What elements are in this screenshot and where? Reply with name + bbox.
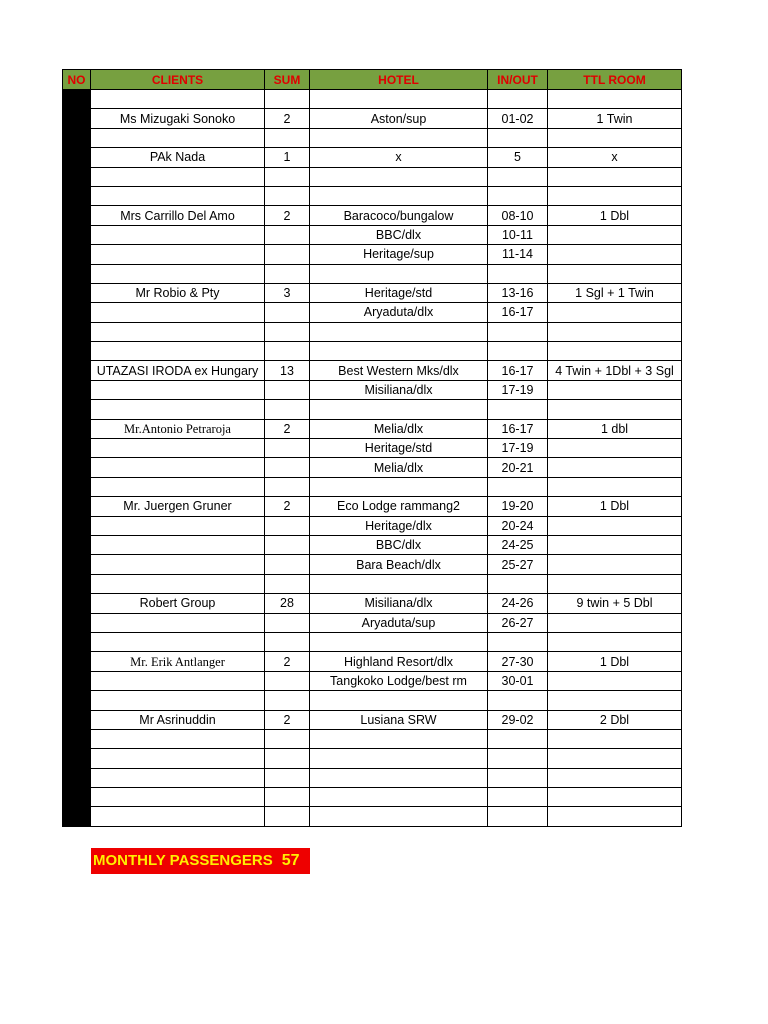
cell-no — [63, 671, 91, 690]
cell-sum — [265, 400, 310, 419]
cell-ttl-room: 2 Dbl — [548, 710, 682, 729]
cell-client — [91, 245, 265, 264]
table-row — [63, 652, 682, 671]
header-row — [63, 70, 682, 90]
cell-client — [91, 807, 265, 826]
cell-hotel — [310, 729, 488, 748]
cell-hotel: Heritage/std — [310, 439, 488, 458]
cell-no — [63, 788, 91, 807]
cell-no — [63, 632, 91, 651]
table-row — [63, 807, 682, 826]
cell-client — [91, 691, 265, 710]
cell-client: Mr. Erik Antlanger — [91, 652, 265, 671]
cell-hotel — [310, 691, 488, 710]
cell-client: PAk Nada — [91, 148, 265, 167]
cell-hotel: BBC/dlx — [310, 535, 488, 554]
cell-client — [91, 613, 265, 632]
cell-sum — [265, 691, 310, 710]
cell-inout: 11-14 — [488, 245, 548, 264]
cell-ttl-room — [548, 691, 682, 710]
cell-ttl-room: 1 Dbl — [548, 206, 682, 225]
monthly-passengers-label: MONTHLY PASSENGERS — [93, 852, 273, 869]
table-row — [63, 148, 682, 167]
cell-hotel: x — [310, 148, 488, 167]
cell-client — [91, 225, 265, 244]
cell-hotel — [310, 342, 488, 361]
cell-hotel: Aston/sup — [310, 109, 488, 128]
cell-no — [63, 729, 91, 748]
cell-no — [63, 613, 91, 632]
cell-client — [91, 671, 265, 690]
table-row — [63, 710, 682, 729]
cell-inout: 13-16 — [488, 283, 548, 302]
cell-sum — [265, 439, 310, 458]
cell-hotel: Heritage/std — [310, 283, 488, 302]
cell-client — [91, 167, 265, 186]
cell-no — [63, 128, 91, 147]
cell-ttl-room: 1 Twin — [548, 109, 682, 128]
cell-ttl-room — [548, 768, 682, 787]
cell-sum — [265, 342, 310, 361]
cell-sum — [265, 807, 310, 826]
cell-client — [91, 380, 265, 399]
table-row — [63, 535, 682, 554]
cell-inout: 08-10 — [488, 206, 548, 225]
monthly-passengers-total: 57 — [281, 852, 300, 869]
cell-ttl-room: 1 Sgl + 1 Twin — [548, 283, 682, 302]
cell-no — [63, 574, 91, 593]
cell-sum: 2 — [265, 652, 310, 671]
cell-hotel: Melia/dlx — [310, 419, 488, 438]
cell-no — [63, 264, 91, 283]
cell-inout: 16-17 — [488, 419, 548, 438]
cell-ttl-room — [548, 322, 682, 341]
cell-sum — [265, 671, 310, 690]
cell-no — [63, 322, 91, 341]
cell-ttl-room — [548, 477, 682, 496]
cell-ttl-room — [548, 574, 682, 593]
cell-no — [63, 691, 91, 710]
cell-sum — [265, 322, 310, 341]
table-row — [63, 458, 682, 477]
cell-inout: 16-17 — [488, 303, 548, 322]
cell-inout: 10-11 — [488, 225, 548, 244]
cell-no — [63, 342, 91, 361]
cell-ttl-room — [548, 458, 682, 477]
booking-table — [62, 69, 682, 827]
cell-sum — [265, 729, 310, 748]
cell-client — [91, 477, 265, 496]
cell-client — [91, 439, 265, 458]
cell-ttl-room: 9 twin + 5 Dbl — [548, 594, 682, 613]
cell-client — [91, 303, 265, 322]
cell-no — [63, 109, 91, 128]
header-no: NO — [63, 70, 91, 90]
cell-ttl-room — [548, 613, 682, 632]
cell-client — [91, 186, 265, 205]
cell-no — [63, 303, 91, 322]
cell-client — [91, 264, 265, 283]
cell-inout: 30-01 — [488, 671, 548, 690]
header-clients: CLIENTS — [91, 70, 265, 90]
table-row — [63, 768, 682, 787]
cell-inout — [488, 574, 548, 593]
cell-inout — [488, 632, 548, 651]
cell-hotel: Eco Lodge rammang2 — [310, 497, 488, 516]
cell-no — [63, 516, 91, 535]
cell-ttl-room — [548, 128, 682, 147]
cell-no — [63, 245, 91, 264]
cell-inout — [488, 788, 548, 807]
cell-sum — [265, 768, 310, 787]
header-sum: SUM — [265, 70, 310, 90]
cell-sum: 2 — [265, 109, 310, 128]
cell-inout — [488, 128, 548, 147]
table-row — [63, 167, 682, 186]
cell-hotel: Aryaduta/dlx — [310, 303, 488, 322]
cell-no — [63, 439, 91, 458]
cell-sum — [265, 458, 310, 477]
cell-client: Ms Mizugaki Sonoko — [91, 109, 265, 128]
cell-ttl-room — [548, 749, 682, 768]
cell-no — [63, 768, 91, 787]
table-row — [63, 109, 682, 128]
cell-hotel — [310, 264, 488, 283]
cell-sum — [265, 245, 310, 264]
table-row — [63, 729, 682, 748]
cell-client: UTAZASI IRODA ex Hungary — [91, 361, 265, 380]
cell-inout — [488, 167, 548, 186]
cell-no — [63, 90, 91, 109]
cell-no — [63, 167, 91, 186]
cell-hotel: Melia/dlx — [310, 458, 488, 477]
cell-client — [91, 128, 265, 147]
cell-no — [63, 497, 91, 516]
cell-client: Mr Robio & Pty — [91, 283, 265, 302]
cell-inout — [488, 90, 548, 109]
monthly-passengers-banner — [91, 848, 310, 874]
cell-client — [91, 632, 265, 651]
cell-inout — [488, 729, 548, 748]
cell-hotel: Heritage/sup — [310, 245, 488, 264]
cell-client — [91, 749, 265, 768]
cell-client — [91, 400, 265, 419]
cell-client: Mr Asrinuddin — [91, 710, 265, 729]
cell-inout: 17-19 — [488, 439, 548, 458]
cell-sum — [265, 225, 310, 244]
cell-sum: 1 — [265, 148, 310, 167]
cell-inout: 17-19 — [488, 380, 548, 399]
cell-hotel: BBC/dlx — [310, 225, 488, 244]
table-row — [63, 516, 682, 535]
cell-no — [63, 535, 91, 554]
cell-hotel — [310, 574, 488, 593]
cell-inout — [488, 749, 548, 768]
cell-inout — [488, 322, 548, 341]
cell-no — [63, 419, 91, 438]
cell-inout: 24-26 — [488, 594, 548, 613]
table-row — [63, 400, 682, 419]
cell-inout: 26-27 — [488, 613, 548, 632]
cell-no — [63, 400, 91, 419]
table-row — [63, 245, 682, 264]
table-row — [63, 574, 682, 593]
cell-ttl-room — [548, 342, 682, 361]
cell-sum — [265, 186, 310, 205]
table-row — [63, 439, 682, 458]
cell-inout — [488, 400, 548, 419]
cell-sum — [265, 128, 310, 147]
cell-client — [91, 322, 265, 341]
cell-client: Mr.Antonio Petraroja — [91, 419, 265, 438]
cell-sum — [265, 749, 310, 768]
table-row — [63, 477, 682, 496]
cell-no — [63, 594, 91, 613]
cell-client — [91, 516, 265, 535]
cell-no — [63, 206, 91, 225]
cell-hotel — [310, 128, 488, 147]
cell-client: Mrs Carrillo Del Amo — [91, 206, 265, 225]
table-row — [63, 322, 682, 341]
cell-hotel: Best Western Mks/dlx — [310, 361, 488, 380]
cell-sum — [265, 516, 310, 535]
cell-hotel — [310, 322, 488, 341]
table-row — [63, 206, 682, 225]
cell-hotel: Misiliana/dlx — [310, 594, 488, 613]
table-row — [63, 186, 682, 205]
cell-no — [63, 186, 91, 205]
cell-inout — [488, 807, 548, 826]
table-row — [63, 555, 682, 574]
cell-inout — [488, 768, 548, 787]
table-row — [63, 128, 682, 147]
cell-sum — [265, 574, 310, 593]
cell-no — [63, 225, 91, 244]
header-ttl-room: TTL ROOM — [548, 70, 682, 90]
cell-ttl-room — [548, 788, 682, 807]
cell-hotel — [310, 807, 488, 826]
cell-sum — [265, 477, 310, 496]
cell-no — [63, 148, 91, 167]
table-row — [63, 283, 682, 302]
cell-ttl-room: 1 Dbl — [548, 652, 682, 671]
cell-client: Robert Group — [91, 594, 265, 613]
cell-hotel — [310, 186, 488, 205]
cell-inout: 25-27 — [488, 555, 548, 574]
cell-sum — [265, 380, 310, 399]
header-hotel: HOTEL — [310, 70, 488, 90]
table-row — [63, 788, 682, 807]
cell-hotel — [310, 400, 488, 419]
cell-hotel: Aryaduta/sup — [310, 613, 488, 632]
cell-client: Mr. Juergen Gruner — [91, 497, 265, 516]
cell-ttl-room — [548, 516, 682, 535]
cell-ttl-room: 4 Twin + 1Dbl + 3 Sgl — [548, 361, 682, 380]
cell-no — [63, 477, 91, 496]
cell-sum — [265, 90, 310, 109]
cell-sum: 2 — [265, 206, 310, 225]
table-row — [63, 225, 682, 244]
cell-client — [91, 768, 265, 787]
cell-sum — [265, 613, 310, 632]
cell-inout — [488, 264, 548, 283]
cell-ttl-room — [548, 439, 682, 458]
table-row — [63, 264, 682, 283]
cell-no: FNL — [63, 361, 91, 380]
table-row — [63, 419, 682, 438]
table-row — [63, 671, 682, 690]
table-row — [63, 632, 682, 651]
cell-sum — [265, 264, 310, 283]
cell-no — [63, 380, 91, 399]
cell-sum: 2 — [265, 497, 310, 516]
cell-ttl-room: 1 dbl — [548, 419, 682, 438]
cell-ttl-room — [548, 225, 682, 244]
cell-sum — [265, 535, 310, 554]
cell-no — [63, 283, 91, 302]
cell-hotel: Lusiana SRW — [310, 710, 488, 729]
table-row — [63, 691, 682, 710]
cell-hotel — [310, 477, 488, 496]
cell-inout: 29-02 — [488, 710, 548, 729]
cell-inout — [488, 186, 548, 205]
cell-client — [91, 574, 265, 593]
cell-inout: 20-21 — [488, 458, 548, 477]
cell-inout: 27-30 — [488, 652, 548, 671]
cell-no — [63, 652, 91, 671]
cell-sum — [265, 167, 310, 186]
cell-ttl-room — [548, 90, 682, 109]
cell-ttl-room — [548, 632, 682, 651]
cell-client — [91, 788, 265, 807]
header-inout: IN/OUT — [488, 70, 548, 90]
cell-no — [63, 749, 91, 768]
cell-inout: 20-24 — [488, 516, 548, 535]
table-row — [63, 303, 682, 322]
cell-hotel — [310, 632, 488, 651]
cell-ttl-room — [548, 400, 682, 419]
table-row — [63, 90, 682, 109]
cell-ttl-room — [548, 380, 682, 399]
cell-ttl-room — [548, 303, 682, 322]
cell-sum: 13 — [265, 361, 310, 380]
table-row — [63, 380, 682, 399]
cell-ttl-room — [548, 245, 682, 264]
cell-no — [63, 458, 91, 477]
table-row — [63, 342, 682, 361]
cell-ttl-room — [548, 535, 682, 554]
cell-client — [91, 729, 265, 748]
cell-inout: 01-02 — [488, 109, 548, 128]
cell-client — [91, 90, 265, 109]
cell-hotel: Highland Resort/dlx — [310, 652, 488, 671]
cell-hotel — [310, 788, 488, 807]
cell-ttl-room: x — [548, 148, 682, 167]
cell-client — [91, 555, 265, 574]
cell-inout: 19-20 — [488, 497, 548, 516]
cell-sum: 2 — [265, 710, 310, 729]
cell-hotel — [310, 90, 488, 109]
cell-ttl-room — [548, 671, 682, 690]
cell-sum — [265, 788, 310, 807]
cell-hotel: Baracoco/bungalow — [310, 206, 488, 225]
table-row — [63, 613, 682, 632]
cell-inout: 16-17 — [488, 361, 548, 380]
cell-hotel — [310, 167, 488, 186]
cell-ttl-room — [548, 807, 682, 826]
cell-inout — [488, 691, 548, 710]
table-row — [63, 361, 682, 380]
cell-sum: 2 — [265, 419, 310, 438]
cell-sum — [265, 555, 310, 574]
cell-ttl-room — [548, 167, 682, 186]
cell-hotel — [310, 749, 488, 768]
cell-inout: 24-25 — [488, 535, 548, 554]
cell-no — [63, 710, 91, 729]
cell-hotel — [310, 768, 488, 787]
cell-client — [91, 458, 265, 477]
cell-sum: 3 — [265, 283, 310, 302]
cell-hotel: Heritage/dlx — [310, 516, 488, 535]
cell-sum — [265, 632, 310, 651]
cell-no — [63, 807, 91, 826]
cell-inout — [488, 342, 548, 361]
table-row — [63, 497, 682, 516]
cell-client — [91, 342, 265, 361]
table-row — [63, 594, 682, 613]
table-row — [63, 749, 682, 768]
cell-ttl-room: 1 Dbl — [548, 497, 682, 516]
cell-hotel: Tangkoko Lodge/best rm — [310, 671, 488, 690]
cell-ttl-room — [548, 186, 682, 205]
cell-sum — [265, 303, 310, 322]
cell-no — [63, 555, 91, 574]
cell-sum: 28 — [265, 594, 310, 613]
cell-inout — [488, 477, 548, 496]
cell-hotel: Bara Beach/dlx — [310, 555, 488, 574]
cell-inout: 5 — [488, 148, 548, 167]
cell-ttl-room — [548, 555, 682, 574]
cell-hotel: Misiliana/dlx — [310, 380, 488, 399]
cell-ttl-room — [548, 264, 682, 283]
cell-client — [91, 535, 265, 554]
cell-ttl-room — [548, 729, 682, 748]
